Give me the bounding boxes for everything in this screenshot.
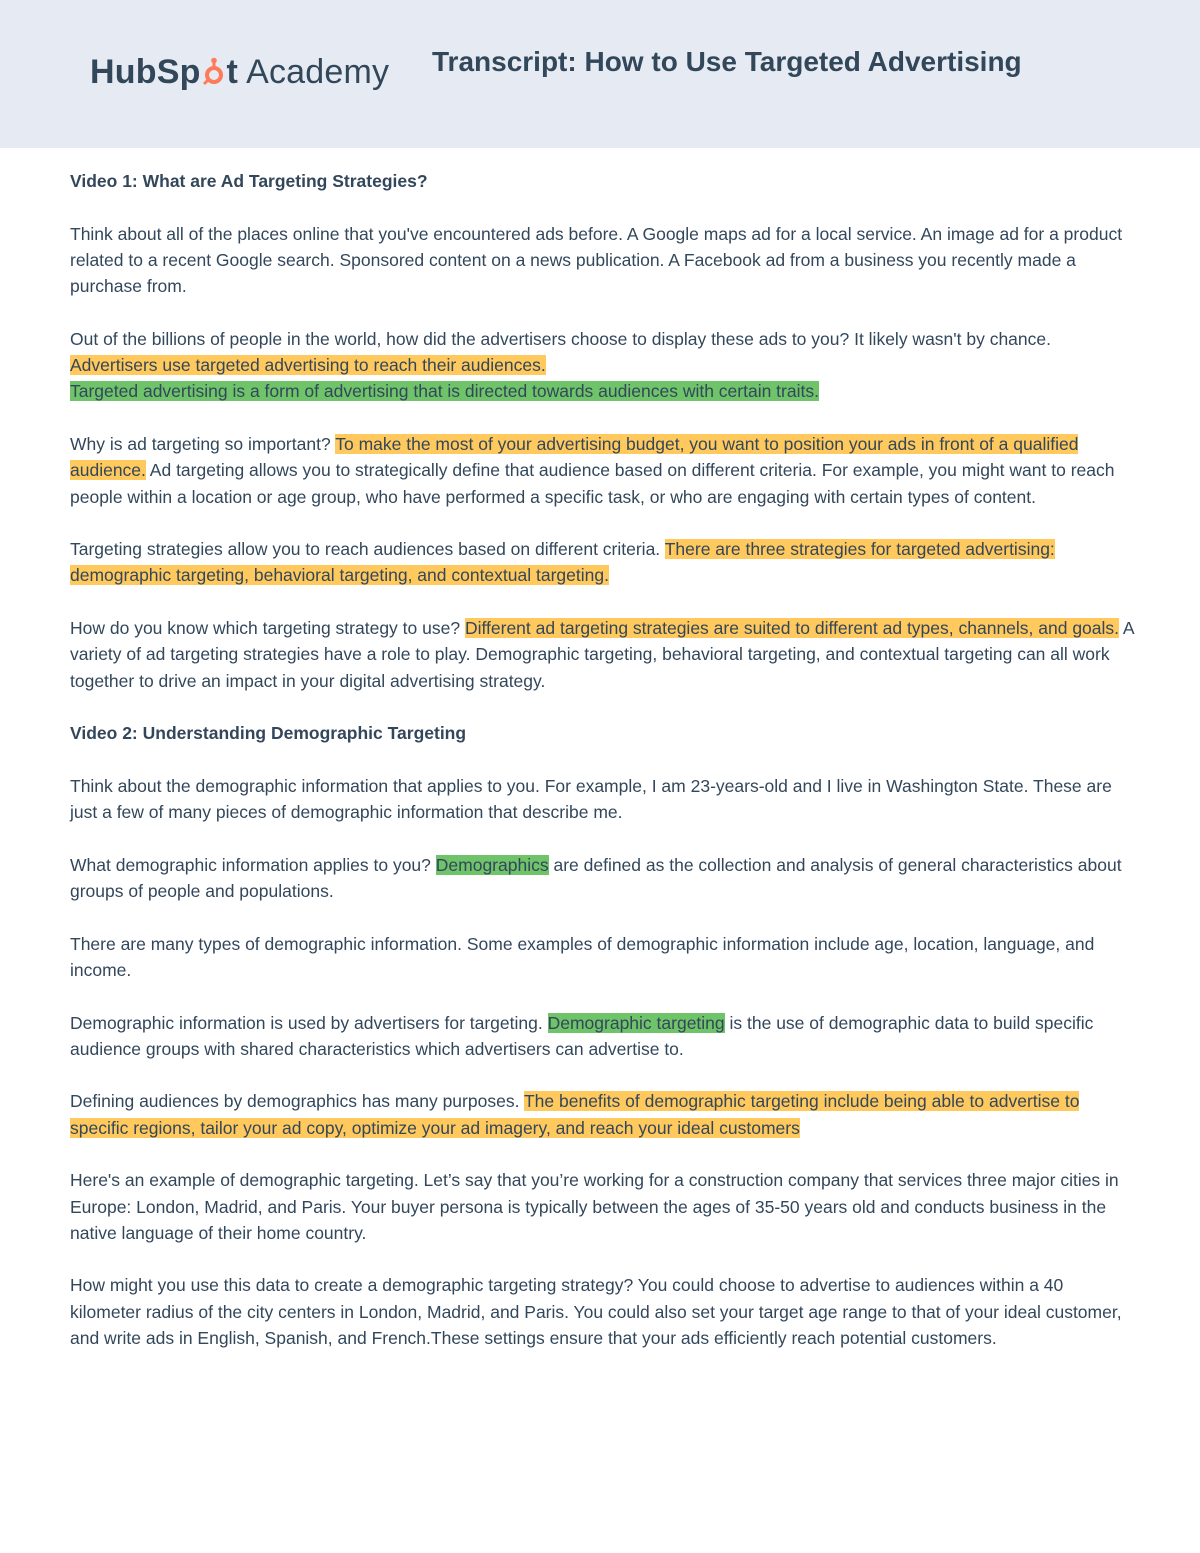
logo-academy-text: Academy xyxy=(246,52,390,91)
paragraph xyxy=(70,1010,1135,1063)
paragraph xyxy=(70,431,1135,510)
paragraph-text: A variety of ad targeting strategies have a role to play. Demographic targeting, behavioral targeting, and contextual targeting can all work together to drive an impact in your digital advertising strategy. xyxy=(70,618,1134,691)
paragraph xyxy=(70,931,1135,984)
paragraph xyxy=(70,326,1135,405)
paragraph-text: is the use of demographic data to build specific audience groups with shared characteristics which advertisers can advertise to. xyxy=(70,1012,1094,1059)
paragraph xyxy=(70,1167,1135,1246)
transcript-body xyxy=(70,168,1135,1378)
paragraph-text: are defined as the collection and analysis of general characteristics about groups of people and populations. xyxy=(70,854,1122,902)
paragraph-text: Think about the demographic information that applies to you. For example, I am 23-years-old and I live in Washington State. These are just a few of many pieces of demographic information that describe me. xyxy=(70,775,1112,823)
logo-hubspot-text-end: t xyxy=(226,52,239,91)
paragraph-text: Defining audiences by demographics has many purposes. xyxy=(70,1091,524,1112)
highlight-green: Targeted advertising is a form of advertising that is directed towards audiences with certain traits. xyxy=(70,381,819,402)
paragraph-text: Why is ad targeting so important? xyxy=(70,433,336,454)
hubspot-academy-logo xyxy=(90,48,389,96)
video-2-heading: Video 2: Understanding Demographic Targeting xyxy=(70,723,467,744)
sprocket-icon xyxy=(202,57,226,87)
page-header xyxy=(0,0,1200,148)
highlight-yellow: There are three strategies for targeted advertising: demographic targeting, behavioral targeting, and contextual targeting. xyxy=(70,539,1055,586)
paragraph xyxy=(70,536,1135,589)
paragraph-text: Targeting strategies allow you to reach audiences based on different criteria. xyxy=(70,539,665,560)
paragraph xyxy=(70,615,1135,694)
highlight-green: Demographics xyxy=(435,854,549,875)
paragraph xyxy=(70,1272,1135,1351)
video-1-heading: Video 1: What are Ad Targeting Strategies? xyxy=(70,171,428,191)
paragraph-text: Ad targeting allows you to strategically define that audience based on different criteria. For example, you might want to reach people within a location or age group, who have performed a specific task, or who are engaging with certain types of content. xyxy=(70,460,1115,507)
paragraph-text: There are many types of demographic information. Some examples of demographic information include age, location, language, and income. xyxy=(70,933,1095,980)
paragraph-text: How might you use this data to create a demographic targeting strategy? You could choose to advertise to audiences within a 40 kilometer radius of the city centers in London, Madrid, and Paris. You could also set your target age range to that of your ideal customer, and write ads in English, Spanish, and French.These settings ensure that your ads efficiently reach potential customers. xyxy=(70,1275,1122,1349)
highlight-yellow: Advertisers use targeted advertising to reach their audiences. xyxy=(70,355,546,376)
highlight-yellow: To make the most of your advertising budget, you want to position your ads in front of a qualified audience. xyxy=(70,433,1079,481)
logo-hubspot-text: HubSp xyxy=(90,52,201,91)
paragraph xyxy=(70,1088,1135,1141)
paragraph xyxy=(70,221,1135,300)
paragraph-text: Think about all of the places online that you've encountered ads before. A Google maps ad for a local service. An image ad for a product related to a recent Google search. Sponsored content on a news publication. A Facebook ad from a business you recently made a purchase from. xyxy=(70,223,1123,297)
paragraph-text: What demographic information applies to you? xyxy=(70,854,436,875)
highlight-yellow: The benefits of demographic targeting include being able to advertise to specific regions, tailor your ad copy, optimize your ad imagery, and reach your ideal customers xyxy=(70,1091,1080,1138)
page-title: Transcript: How to Use Targeted Advertising xyxy=(432,46,1022,77)
paragraph-text: Here's an example of demographic targeting. Let’s say that you’re working for a construction company that services three major cities in Europe: London, Madrid, and Paris. Your buyer persona is typically between the ages of 35-50 years old and conducts business in the native language of their home country. xyxy=(70,1170,1119,1243)
paragraph-text: How do you know which targeting strategy to use? xyxy=(70,618,465,639)
paragraph-text: Out of the billions of people in the world, how did the advertisers choose to display these ads to you? It likely wasn't by chance. xyxy=(70,328,1051,349)
paragraph xyxy=(70,852,1135,905)
paragraph-text: Demographic information is used by advertisers for targeting. xyxy=(70,1012,548,1033)
highlight-yellow: Different ad targeting strategies are suited to different ad types, channels, and goals. xyxy=(464,618,1120,639)
highlight-green: Demographic targeting xyxy=(547,1012,725,1033)
paragraph xyxy=(70,773,1135,826)
